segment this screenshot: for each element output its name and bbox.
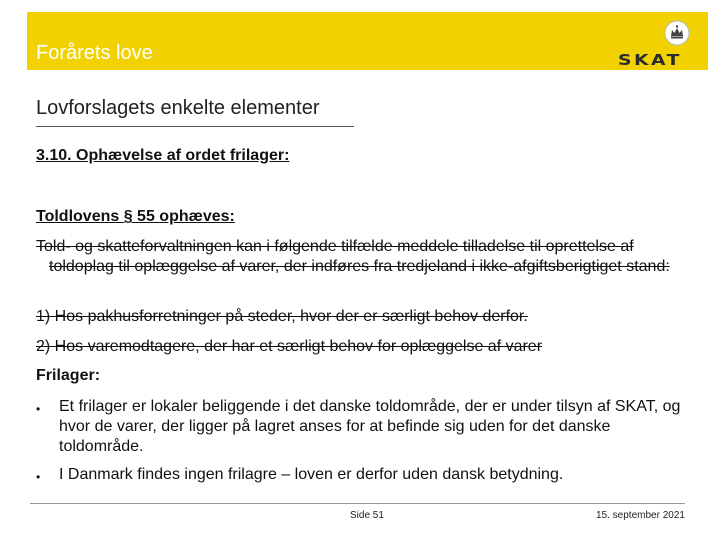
logo-text: SKAT xyxy=(618,51,682,69)
bullet-text-1: Et frilager er lokaler beliggende i det danske toldområde, der er under tilsyn af SKAT, og hvor de varer, der ligger på lagret anses for at befinde sig uden for det danske toldområde. xyxy=(59,398,681,455)
law-heading: Toldlovens § 55 ophæves: xyxy=(36,208,235,225)
header-title: Forårets love xyxy=(36,42,153,64)
bullet-icon: • xyxy=(36,470,41,484)
bullet-icon: • xyxy=(36,402,41,416)
slide-subtitle: Lovforslagets enkelte elementer xyxy=(36,97,320,119)
skat-logo xyxy=(618,20,686,68)
header-bar xyxy=(27,12,708,70)
subtitle-divider xyxy=(36,126,354,127)
bullet-text-2: I Danmark findes ingen frilagre – loven er derfor uden dansk betydning. xyxy=(59,466,564,483)
footer-date: 15. september 2021 xyxy=(596,510,685,521)
law-item-2: 2) Hos varemodtagere, der har et særligt behov for oplæggelse af varer xyxy=(36,338,543,355)
section-heading: 3.10. Ophævelse af ordet frilager: xyxy=(36,147,290,164)
crown-emblem-icon xyxy=(664,20,690,46)
law-text: Told- og skatteforvaltningen kan i følgende tilfælde meddele tilladelse til oprettelse af toldoplag til oplæggelse af varer, der indføres fra tredjeland i ikke-afgiftsberigtiget stand: xyxy=(36,238,670,275)
page-number: Side 51 xyxy=(350,510,384,521)
law-item-1: 1) Hos pakhusforretninger på steder, hvor der er særligt behov derfor. xyxy=(36,308,528,325)
frilager-heading: Frilager: xyxy=(36,367,101,384)
footer-divider xyxy=(30,503,685,504)
